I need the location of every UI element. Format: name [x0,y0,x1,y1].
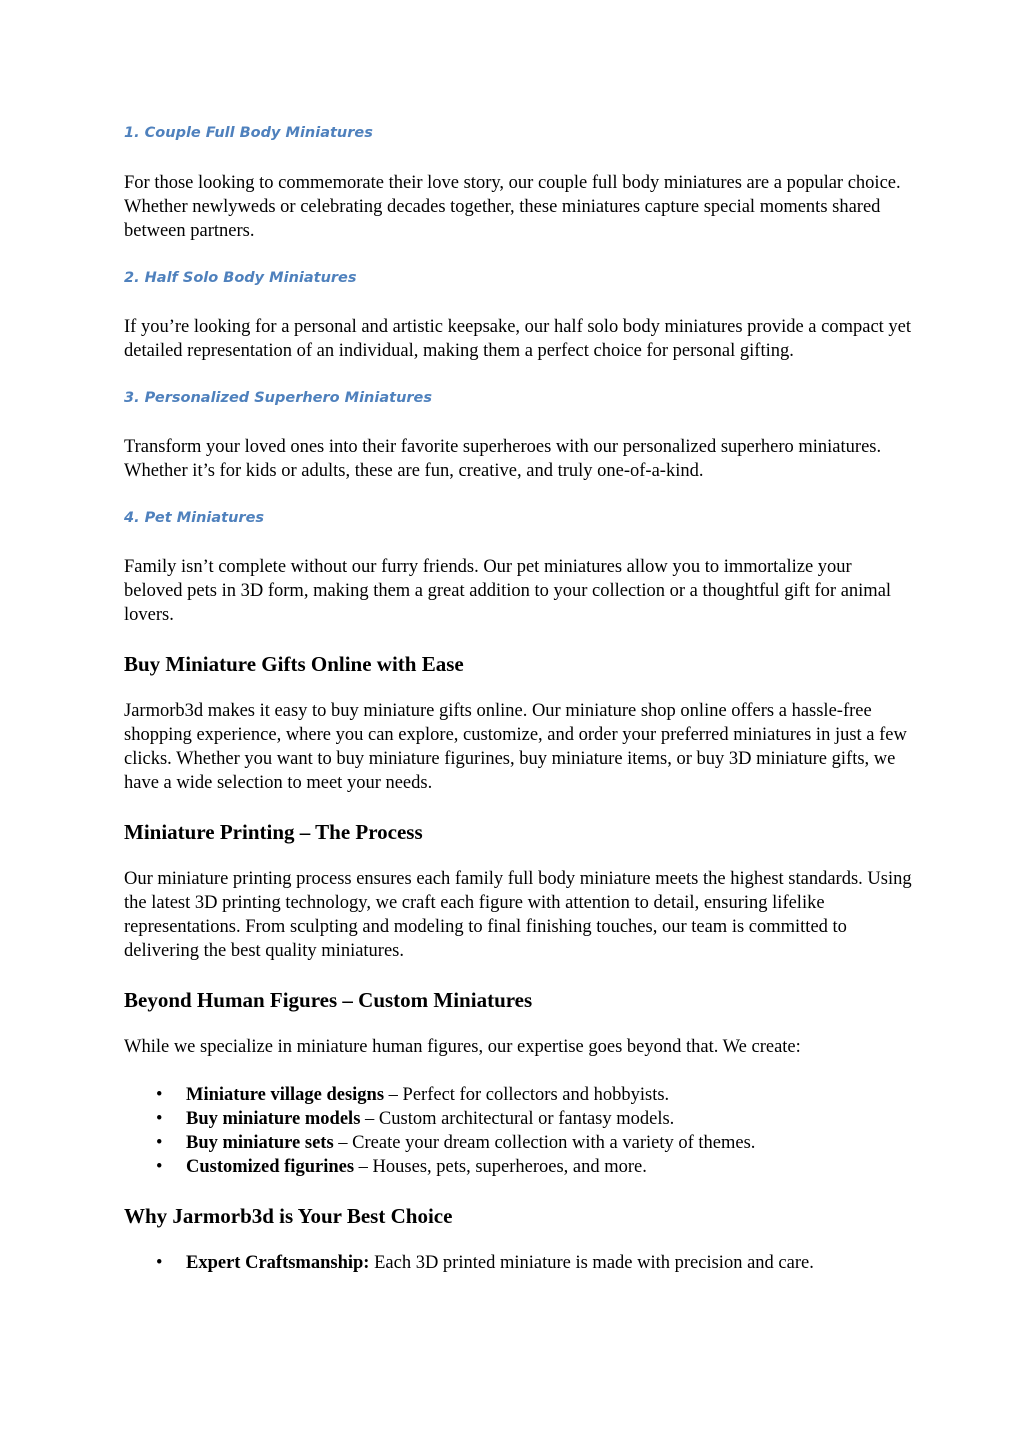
list-item [124,1083,914,1107]
list-item-text: – Custom architectural or fantasy models. [360,1109,675,1129]
section-process [124,819,914,963]
list-item-text: – Create your dream collection with a variety of themes. [333,1133,756,1153]
list-item-title: Buy miniature models [186,1109,361,1129]
bullet-icon: • [156,1157,163,1177]
heading-buy-online: Buy Miniature Gifts Online with Ease [124,652,464,676]
bullet-icon: • [156,1133,163,1153]
heading-beyond: Beyond Human Figures – Custom Miniatures [124,988,533,1012]
list-item [124,1251,914,1275]
bullet-icon: • [156,1109,163,1129]
document-content [124,122,914,1275]
section-beyond [124,987,914,1179]
list-item-title: Customized figurines [186,1157,355,1177]
list-item [124,1131,914,1155]
section-superhero [124,387,914,483]
bullet-icon: • [156,1085,163,1105]
section-buy-online [124,651,914,795]
paragraph-beyond-intro: While we specialize in miniature human figures, our expertise goes beyond that. We create: [124,1037,801,1057]
list-item [124,1107,914,1131]
bullet-list-custom [124,1083,914,1179]
paragraph-couple: For those looking to commemorate their love story, our couple full body miniatures are a popular choice. Whether newlyweds or celebrating decades together, these miniatures capture special moments shared between partners. [124,173,901,241]
heading-process: Miniature Printing – The Process [124,820,423,844]
subheading-pet: 4. Pet Miniatures [124,510,265,526]
bullet-icon: • [156,1253,163,1273]
list-item [124,1155,914,1179]
list-item-text: – Perfect for collectors and hobbyists. [384,1085,670,1105]
subheading-superhero: 3. Personalized Superhero Miniatures [124,390,433,406]
section-why [124,1203,914,1275]
paragraph-superhero: Transform your loved ones into their favorite superheroes with our personalized superhero miniatures. Whether it’s for kids or adults, these are fun, creative, and truly one-of-a-kind. [124,437,882,481]
paragraph-half-solo: If you’re looking for a personal and artistic keepsake, our half solo body miniatures provide a compact yet detailed representation of an individual, making them a perfect choice for personal gifting. [124,317,912,361]
heading-why: Why Jarmorb3d is Your Best Choice [124,1204,453,1228]
list-item-title: Buy miniature sets [186,1133,334,1153]
section-pet [124,507,914,627]
subheading-couple: 1. Couple Full Body Miniatures [124,125,373,141]
paragraph-buy-online: Jarmorb3d makes it easy to buy miniature gifts online. Our miniature shop online offers a hassle-free shopping experience, where you can explore, customize, and order your preferred miniatures in just a few clicks. Whether you want to buy miniature figurines, buy miniature items, or buy 3D miniature gifts, we have a wide selection to meet your needs. [124,701,907,793]
paragraph-process: Our miniature printing process ensures each family full body miniature meets the highest standards. Using the latest 3D printing technology, we craft each figure with attention to detail, ensuring lifelike representations. From sculpting and modeling to final finishing touches, our team is committed to delivering the best quality miniatures. [124,869,912,961]
list-item-text: – Houses, pets, superheroes, and more. [354,1157,647,1177]
section-half-solo [124,267,914,363]
paragraph-pet: Family isn’t complete without our furry friends. Our pet miniatures allow you to immortalize your beloved pets in 3D form, making them a great addition to your collection or a thoughtful gift for animal lovers. [124,557,892,625]
list-item-text: Each 3D printed miniature is made with precision and care. [369,1253,814,1273]
list-item-title: Miniature village designs [186,1085,385,1105]
subheading-half-solo: 2. Half Solo Body Miniatures [124,270,357,286]
bullet-list-why [124,1251,914,1275]
list-item-title: Expert Craftsmanship: [186,1253,370,1273]
section-couple [124,122,914,243]
